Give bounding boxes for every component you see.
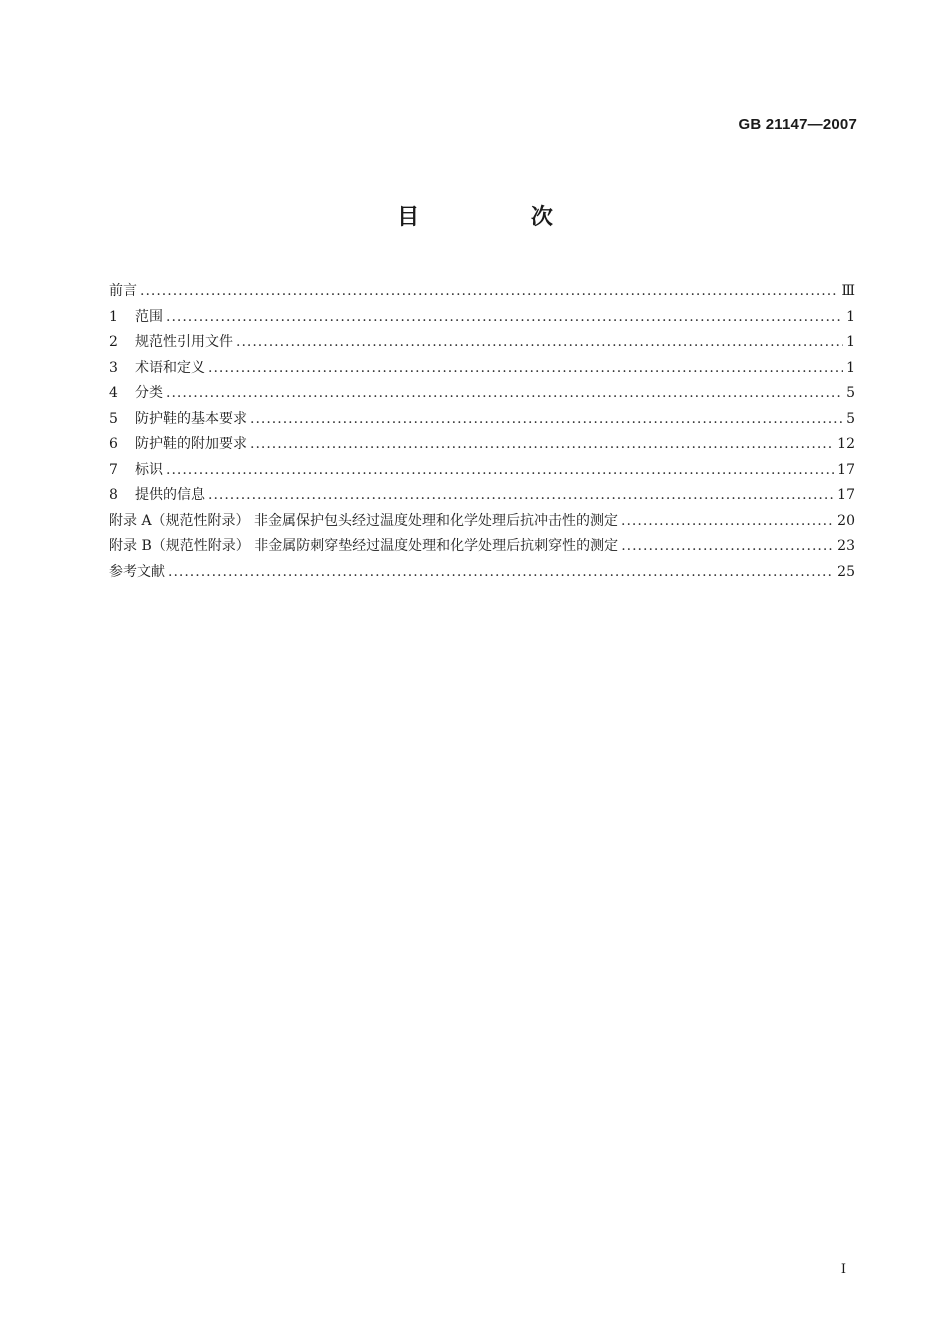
- toc-entry-page: 12: [837, 436, 855, 452]
- page-number: I: [840, 1262, 846, 1277]
- toc-entry-label: 术语和定义: [135, 359, 205, 376]
- toc-leader-dots: [621, 510, 834, 532]
- toc-leader-dots: [168, 561, 834, 583]
- toc-entry-page: 5: [846, 385, 855, 401]
- toc-entry-label: 防护鞋的附加要求: [135, 436, 247, 452]
- toc-entry-page: 5: [846, 410, 855, 427]
- toc-entry-label: 前言: [109, 283, 137, 299]
- toc-entry-page: 25: [837, 563, 855, 580]
- toc-entry-page: 20: [837, 512, 855, 529]
- toc-leader-dots: [250, 408, 843, 430]
- toc-entry-number: 1: [109, 308, 118, 325]
- toc-entry-number: 3: [109, 359, 118, 376]
- toc-leader-dots: [208, 484, 834, 506]
- toc-entry-information-supplied[interactable]: [109, 484, 855, 510]
- toc-entry-classification[interactable]: [109, 382, 855, 408]
- toc-entry-label: 防护鞋的基本要求: [135, 410, 247, 427]
- toc-entry-number: 7: [109, 461, 118, 478]
- toc-entry-label: 范围: [135, 308, 163, 325]
- toc-entry-scope[interactable]: [109, 306, 855, 332]
- toc-entry-label: 附录 B（规范性附录） 非金属防刺穿垫经过温度处理和化学处理后抗刺穿性的测定: [109, 538, 619, 554]
- standard-number: GB 21147—2007: [738, 116, 857, 133]
- toc-entry-bibliography[interactable]: [109, 561, 855, 587]
- toc-leader-dots: [621, 535, 834, 557]
- toc-entry-page: 1: [846, 359, 855, 376]
- toc-entry-label: 提供的信息: [135, 487, 205, 503]
- toc-entry-label: 参考文献: [109, 563, 165, 580]
- toc-entry-page: Ⅲ: [841, 283, 855, 299]
- toc-entry-marking[interactable]: [109, 459, 855, 485]
- toc-entry-normative-references[interactable]: [109, 331, 855, 357]
- toc-title: 目 次: [397, 205, 605, 230]
- toc-leader-dots: [250, 433, 834, 455]
- toc-entry-label: 分类: [135, 385, 163, 401]
- toc-list: [109, 280, 855, 586]
- toc-entry-annex-a[interactable]: [109, 510, 855, 536]
- toc-entry-label: 附录 A（规范性附录） 非金属保护包头经过温度处理和化学处理后抗冲击性的测定: [109, 512, 619, 529]
- toc-entry-number: 2: [109, 334, 118, 350]
- toc-entry-number: 8: [109, 487, 118, 503]
- toc-entry-basic-requirements[interactable]: [109, 408, 855, 434]
- toc-leader-dots: [140, 280, 838, 302]
- toc-leader-dots: [236, 331, 843, 353]
- toc-leader-dots: [208, 357, 843, 379]
- toc-entry-additional-requirements[interactable]: [109, 433, 855, 459]
- toc-entry-label: 规范性引用文件: [135, 334, 233, 350]
- toc-entry-terms-definitions[interactable]: [109, 357, 855, 383]
- toc-leader-dots: [166, 459, 834, 481]
- toc-leader-dots: [166, 306, 843, 328]
- toc-leader-dots: [166, 382, 843, 404]
- toc-entry-page: 23: [837, 538, 855, 554]
- toc-entry-number: 6: [109, 436, 118, 452]
- toc-entry-number: 4: [109, 385, 118, 401]
- toc-entry-label: 标识: [135, 461, 163, 478]
- toc-entry-number: 5: [109, 410, 118, 427]
- toc-entry-page: 17: [837, 461, 855, 478]
- toc-entry-page: 1: [846, 308, 855, 325]
- toc-entry-page: 1: [846, 334, 855, 350]
- toc-entry-annex-b[interactable]: [109, 535, 855, 561]
- toc-entry-page: 17: [837, 487, 855, 503]
- toc-entry-foreword[interactable]: [109, 280, 855, 306]
